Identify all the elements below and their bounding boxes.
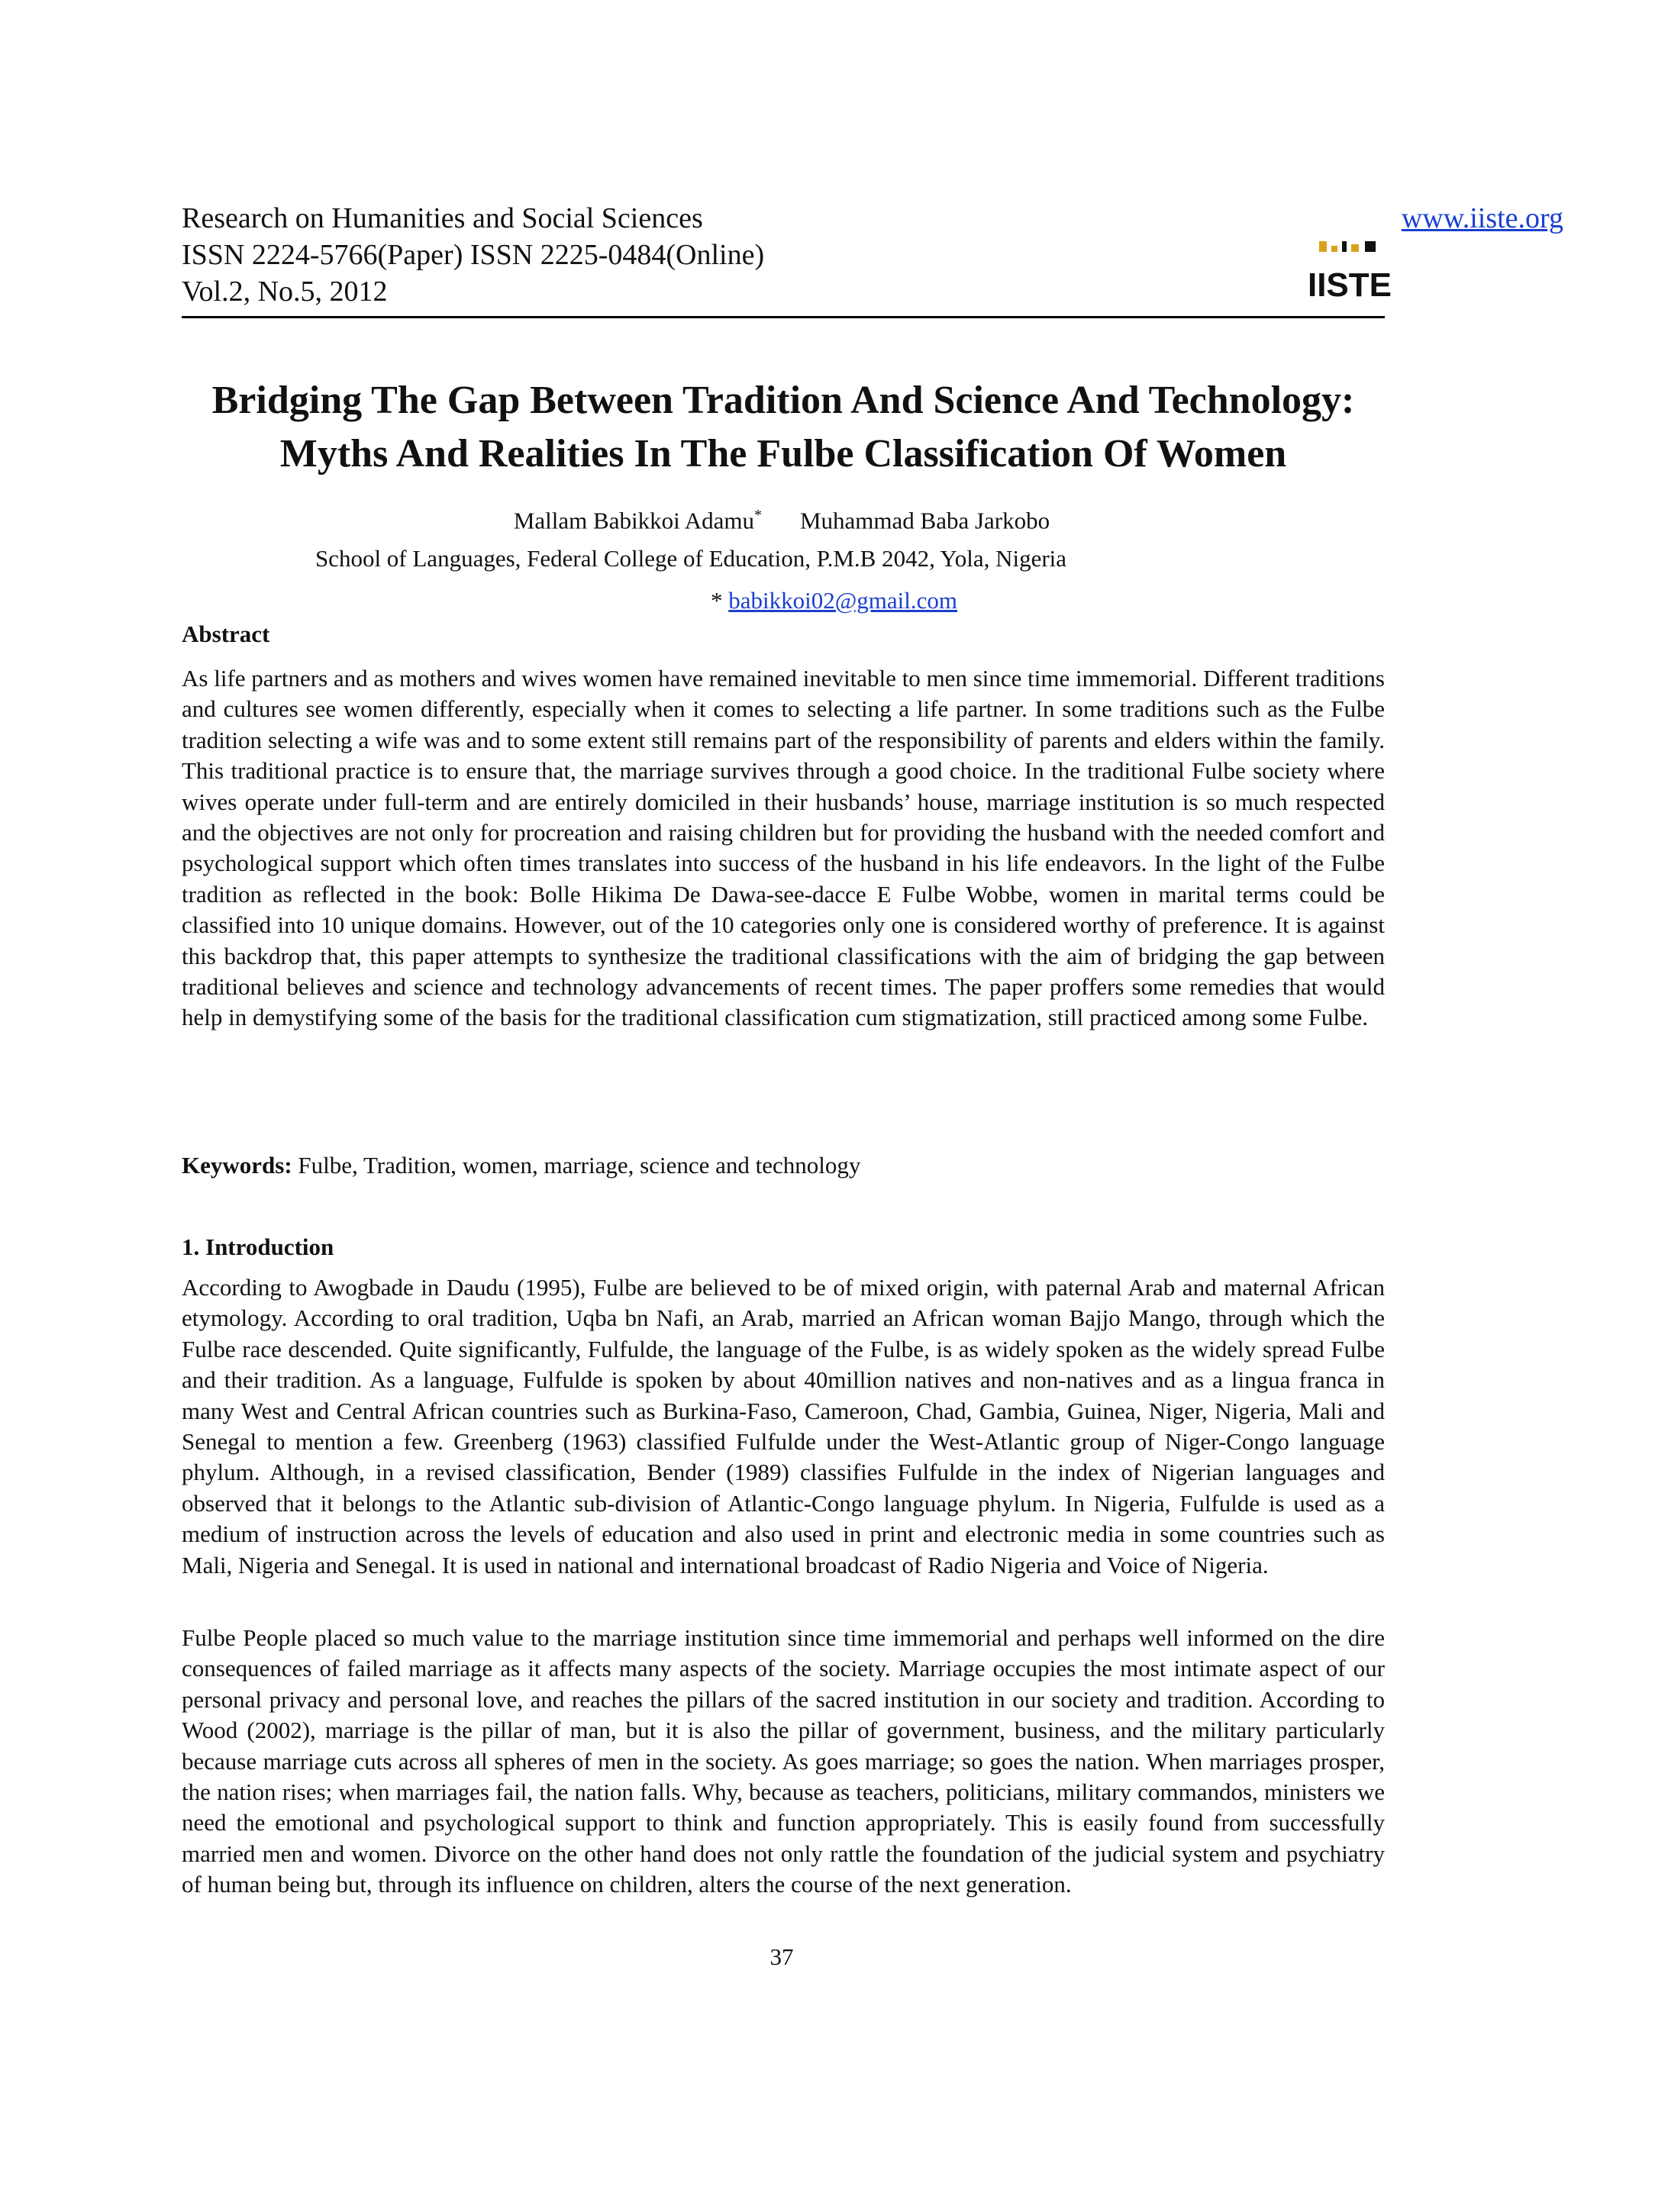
abstract-text: As life partners and as mothers and wives women have remained inevitable to men since time immemorial. Different traditions and cultures see women differently, especially when it comes to selecting a life partner. In some traditions such as the Fulbe tradition selecting a wife was and to some extent still remains part of the responsibility of parents and elders within the family. This traditional practice is to ensure that, the marriage survives through a good choice. In the traditional Fulbe society where wives operate under full-term and are entirely domiciled in their husbands’ house, marriage institution is so much respected and the objectives are not only for procreation and raising children but for providing the husband with the needed comfort and psychological support which often times translates into success of the husband in his life endeavors. In the light of the Fulbe tradition as reflected in the book: Bolle Hikima De Dawa-see-dacce E Fulbe Wobbe, women in marital terms could be classified into 10 unique domains. However, out of the 10 categories only one is considered worthy of preference. It is against this backdrop that, this paper attempts to synthesize the traditional classifications with the aim of bridging the gap between traditional believes and science and technology advancements of recent times. The paper proffers some remedies that would help in demystifying some of the basis for the traditional classification cum stigmatization, still practiced among some Fulbe. [182,665,1385,1031]
keywords [182,1150,860,1181]
keywords-text: Fulbe, Tradition, women, marriage, science and technology [292,1152,861,1179]
journal-url-link[interactable]: www.iiste.org [1401,202,1563,234]
email-line [0,585,1668,616]
page-number: 37 [769,1943,794,1970]
author-1: Mallam Babikkoi Adamu [513,507,754,534]
introduction-heading: 1. Introduction [182,1233,334,1260]
header-rule [182,316,1385,318]
journal-name: Research on Humanities and Social Sciences [182,202,703,234]
logo-text: IISTE [1307,266,1392,304]
affiliation: School of Languages, Federal College of Education, P.M.B 2042, Yola, Nigeria [315,545,1067,572]
running-header [182,200,1385,310]
author-1-mark: * [753,507,762,524]
email-mark: * [710,587,729,614]
abstract-heading: Abstract [182,621,270,647]
paper-title [182,374,1385,481]
author-list [0,500,1563,536]
email-link[interactable]: babikkoi02@gmail.com [728,587,957,614]
journal-issn: ISSN 2224-5766(Paper) ISSN 2225-0484(Online) [182,239,765,271]
title-line-1: Bridging The Gap Between Tradition And Science And Technology: [211,379,1355,422]
author-2: Muhammad Baba Jarkobo [799,507,1050,534]
keywords-label: Keywords: [182,1152,292,1179]
introduction-para-1: According to Awogbade in Daudu (1995), Fulbe are believed to be of mixed origin, with paternal Arab and maternal African etymology. According to oral tradition, Uqba bn Nafi, an Arab, married an African woman Bajjo Mango, through which the Fulbe race descended. Quite significantly, Fulfulde, the language of the Fulbe, is as widely spoken as the widely spread Fulbe and their tradition. As a language, Fulfulde is spoken by about 40million natives and non-natives and as a lingua franca in many West and Central African countries such as Burkina-Faso, Cameroon, Chad, Gambia, Guinea, Niger, Nigeria, Mali and Senegal to mention a few. Greenberg (1963) classified Fulfulde under the West-Atlantic group of Niger-Congo language phylum. Although, in a revised classification, Bender (1989) classifies Fulfulde in the index of Nigerian languages and observed that it belongs to the Atlantic sub-division of Atlantic-Congo language phylum. In Nigeria, Fulfulde is used as a medium of instruction across the levels of education and also used in print and electronic media in some countries such as Mali, Nigeria and Senegal. It is used in national and international broadcast of Radio Nigeria and Voice of Nigeria. [182,1274,1385,1578]
journal-volume: Vol.2, No.5, 2012 [182,276,388,308]
introduction-para-2: Fulbe People placed so much value to the marriage institution since time immemorial and perhaps well informed on the dire consequences of failed marriage as it affects many aspects of the society. Marriage occupies the most intimate aspect of our personal privacy and personal love, and reaches the pillars of the sacred institution in our society and tradition. According to Wood (2002), marriage is the pillar of man, but it is also the pillar of government, business, and the military particularly because marriage cuts across all spheres of men in the society. As goes marriage; so goes the nation. When marriages prosper, the nation rises; when marriages fail, the nation falls. Why, because as teachers, politicians, military commandos, ministers we need the emotional and psychological support to think and function appropriately. This is easily found from successfully married men and women. Divorce on the other hand does not only rattle the foundation of the judicial system and psychiatry of human being but, through its influence on children, alters the course of the next generation. [182,1624,1385,1898]
title-line-2: Myths And Realities In The Fulbe Classification Of Women [279,432,1287,476]
iiste-logo [1307,238,1392,304]
